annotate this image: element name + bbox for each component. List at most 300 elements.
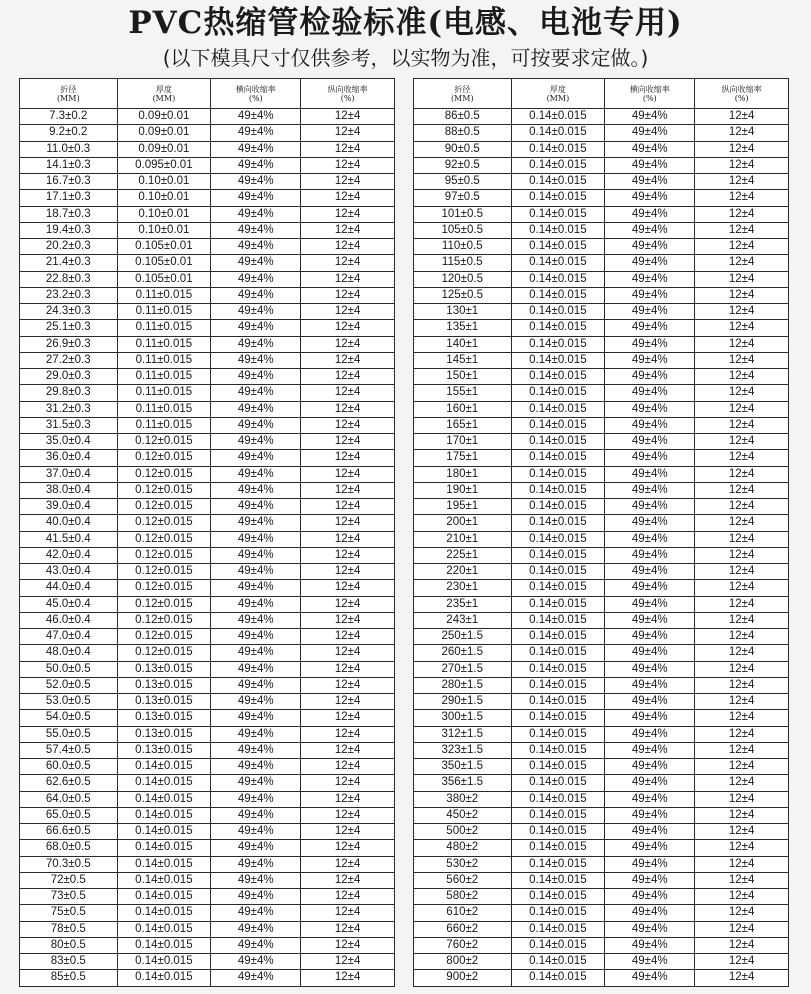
cell-thickness: 0.12±0.015 bbox=[117, 564, 211, 580]
cell-flat-width: 88±0.5 bbox=[414, 125, 512, 141]
cell-radial-shrink: 49±4% bbox=[605, 450, 695, 466]
cell-flat-width: 250±1.5 bbox=[414, 629, 512, 645]
cell-flat-width: 270±1.5 bbox=[414, 661, 512, 677]
cell-longitudinal-shrink: 12±4 bbox=[695, 694, 789, 710]
cell-thickness: 0.11±0.015 bbox=[117, 369, 211, 385]
cell-longitudinal-shrink: 12±4 bbox=[301, 109, 395, 125]
cell-longitudinal-shrink: 12±4 bbox=[301, 206, 395, 222]
cell-flat-width: 190±1 bbox=[414, 482, 512, 498]
cell-radial-shrink: 49±4% bbox=[211, 239, 301, 255]
cell-radial-shrink: 49±4% bbox=[605, 222, 695, 238]
cell-radial-shrink: 49±4% bbox=[605, 661, 695, 677]
cell-radial-shrink: 49±4% bbox=[211, 775, 301, 791]
cell-thickness: 0.14±0.015 bbox=[511, 352, 605, 368]
cell-radial-shrink: 49±4% bbox=[605, 255, 695, 271]
cell-radial-shrink: 49±4% bbox=[605, 320, 695, 336]
table-row bbox=[414, 450, 789, 466]
cell-longitudinal-shrink: 12±4 bbox=[301, 190, 395, 206]
cell-longitudinal-shrink: 12±4 bbox=[301, 531, 395, 547]
table-row bbox=[414, 856, 789, 872]
table-row bbox=[20, 970, 395, 986]
cell-flat-width: 41.5±0.4 bbox=[20, 531, 118, 547]
table-row bbox=[20, 515, 395, 531]
cell-longitudinal-shrink: 12±4 bbox=[695, 450, 789, 466]
header-unit: (MM) bbox=[56, 93, 80, 103]
cell-flat-width: 760±2 bbox=[414, 937, 512, 953]
cell-longitudinal-shrink: 12±4 bbox=[695, 547, 789, 563]
cell-radial-shrink: 49±4% bbox=[211, 304, 301, 320]
cell-thickness: 0.13±0.015 bbox=[117, 694, 211, 710]
table-row bbox=[414, 612, 789, 628]
cell-thickness: 0.14±0.015 bbox=[117, 807, 211, 823]
cell-flat-width: 16.7±0.3 bbox=[20, 174, 118, 190]
cell-longitudinal-shrink: 12±4 bbox=[695, 320, 789, 336]
cell-flat-width: 83±0.5 bbox=[20, 954, 118, 970]
cell-flat-width: 68.0±0.5 bbox=[20, 840, 118, 856]
cell-longitudinal-shrink: 12±4 bbox=[695, 417, 789, 433]
cell-flat-width: 9.2±0.2 bbox=[20, 125, 118, 141]
cell-longitudinal-shrink: 12±4 bbox=[301, 645, 395, 661]
header-unit: (%) bbox=[340, 93, 355, 103]
cell-longitudinal-shrink: 12±4 bbox=[695, 629, 789, 645]
cell-thickness: 0.14±0.015 bbox=[511, 141, 605, 157]
cell-longitudinal-shrink: 12±4 bbox=[301, 401, 395, 417]
header-label: 纵向收缩率 bbox=[327, 84, 368, 94]
cell-thickness: 0.12±0.015 bbox=[117, 450, 211, 466]
cell-longitudinal-shrink: 12±4 bbox=[301, 239, 395, 255]
cell-thickness: 0.14±0.015 bbox=[117, 759, 211, 775]
cell-radial-shrink: 49±4% bbox=[605, 515, 695, 531]
table-row bbox=[414, 580, 789, 596]
table-row bbox=[414, 385, 789, 401]
cell-flat-width: 480±2 bbox=[414, 840, 512, 856]
cell-longitudinal-shrink: 12±4 bbox=[301, 434, 395, 450]
table-row bbox=[20, 109, 395, 125]
cell-thickness: 0.12±0.015 bbox=[117, 629, 211, 645]
cell-longitudinal-shrink: 12±4 bbox=[695, 921, 789, 937]
cell-thickness: 0.12±0.015 bbox=[117, 580, 211, 596]
table-row bbox=[414, 515, 789, 531]
cell-thickness: 0.13±0.015 bbox=[117, 677, 211, 693]
cell-thickness: 0.11±0.015 bbox=[117, 320, 211, 336]
cell-radial-shrink: 49±4% bbox=[605, 385, 695, 401]
cell-radial-shrink: 49±4% bbox=[211, 921, 301, 937]
table-row bbox=[414, 564, 789, 580]
table-row bbox=[20, 710, 395, 726]
cell-longitudinal-shrink: 12±4 bbox=[301, 385, 395, 401]
header-label: 折径 bbox=[454, 84, 471, 94]
cell-radial-shrink: 49±4% bbox=[211, 596, 301, 612]
cell-longitudinal-shrink: 12±4 bbox=[301, 336, 395, 352]
cell-radial-shrink: 49±4% bbox=[605, 417, 695, 433]
cell-thickness: 0.14±0.015 bbox=[511, 109, 605, 125]
cell-radial-shrink: 49±4% bbox=[211, 759, 301, 775]
cell-thickness: 0.14±0.015 bbox=[511, 726, 605, 742]
cell-radial-shrink: 49±4% bbox=[605, 369, 695, 385]
cell-flat-width: 72±0.5 bbox=[20, 872, 118, 888]
cell-longitudinal-shrink: 12±4 bbox=[695, 466, 789, 482]
cell-thickness: 0.12±0.015 bbox=[117, 547, 211, 563]
table-row bbox=[20, 222, 395, 238]
cell-radial-shrink: 49±4% bbox=[211, 336, 301, 352]
cell-radial-shrink: 49±4% bbox=[211, 645, 301, 661]
cell-flat-width: 27.2±0.3 bbox=[20, 352, 118, 368]
cell-longitudinal-shrink: 12±4 bbox=[695, 385, 789, 401]
cell-thickness: 0.14±0.015 bbox=[511, 612, 605, 628]
header-unit: (MM) bbox=[546, 93, 570, 103]
cell-radial-shrink: 49±4% bbox=[211, 482, 301, 498]
table-row bbox=[20, 531, 395, 547]
cell-longitudinal-shrink: 12±4 bbox=[695, 872, 789, 888]
cell-longitudinal-shrink: 12±4 bbox=[695, 206, 789, 222]
cell-flat-width: 225±1 bbox=[414, 547, 512, 563]
header-label: 纵向收缩率 bbox=[721, 84, 762, 94]
cell-radial-shrink: 49±4% bbox=[211, 141, 301, 157]
cell-longitudinal-shrink: 12±4 bbox=[301, 255, 395, 271]
cell-radial-shrink: 49±4% bbox=[211, 287, 301, 303]
cell-flat-width: 165±1 bbox=[414, 417, 512, 433]
table-row bbox=[20, 645, 395, 661]
table-row bbox=[20, 287, 395, 303]
cell-longitudinal-shrink: 12±4 bbox=[301, 807, 395, 823]
cell-thickness: 0.12±0.015 bbox=[117, 596, 211, 612]
cell-thickness: 0.14±0.015 bbox=[511, 336, 605, 352]
cell-radial-shrink: 49±4% bbox=[605, 190, 695, 206]
cell-longitudinal-shrink: 12±4 bbox=[301, 547, 395, 563]
table-row bbox=[414, 645, 789, 661]
table-body-right bbox=[414, 109, 789, 987]
cell-thickness: 0.14±0.015 bbox=[511, 807, 605, 823]
cell-thickness: 0.11±0.015 bbox=[117, 401, 211, 417]
cell-radial-shrink: 49±4% bbox=[605, 937, 695, 953]
header-flat-width bbox=[414, 79, 512, 109]
cell-flat-width: 195±1 bbox=[414, 499, 512, 515]
cell-flat-width: 200±1 bbox=[414, 515, 512, 531]
cell-thickness: 0.13±0.015 bbox=[117, 742, 211, 758]
cell-flat-width: 62.6±0.5 bbox=[20, 775, 118, 791]
cell-thickness: 0.14±0.015 bbox=[117, 937, 211, 953]
cell-flat-width: 31.2±0.3 bbox=[20, 401, 118, 417]
cell-radial-shrink: 49±4% bbox=[211, 872, 301, 888]
cell-radial-shrink: 49±4% bbox=[211, 434, 301, 450]
cell-radial-shrink: 49±4% bbox=[211, 564, 301, 580]
table-row bbox=[20, 141, 395, 157]
cell-radial-shrink: 49±4% bbox=[605, 840, 695, 856]
spec-table-right bbox=[413, 78, 789, 987]
cell-thickness: 0.14±0.015 bbox=[117, 954, 211, 970]
header-thickness bbox=[511, 79, 605, 109]
cell-flat-width: 7.3±0.2 bbox=[20, 109, 118, 125]
cell-radial-shrink: 49±4% bbox=[605, 401, 695, 417]
cell-flat-width: 90±0.5 bbox=[414, 141, 512, 157]
cell-longitudinal-shrink: 12±4 bbox=[301, 482, 395, 498]
header-unit: (%) bbox=[734, 93, 749, 103]
cell-longitudinal-shrink: 12±4 bbox=[301, 352, 395, 368]
cell-radial-shrink: 49±4% bbox=[605, 954, 695, 970]
table-row bbox=[20, 125, 395, 141]
table-row bbox=[20, 596, 395, 612]
cell-radial-shrink: 49±4% bbox=[211, 109, 301, 125]
cell-longitudinal-shrink: 12±4 bbox=[695, 905, 789, 921]
cell-radial-shrink: 49±4% bbox=[211, 856, 301, 872]
table-row bbox=[20, 564, 395, 580]
table-row bbox=[414, 921, 789, 937]
cell-radial-shrink: 49±4% bbox=[605, 726, 695, 742]
cell-flat-width: 54.0±0.5 bbox=[20, 710, 118, 726]
table-row bbox=[414, 661, 789, 677]
cell-flat-width: 47.0±0.4 bbox=[20, 629, 118, 645]
cell-thickness: 0.09±0.01 bbox=[117, 141, 211, 157]
table-row bbox=[414, 742, 789, 758]
cell-flat-width: 560±2 bbox=[414, 872, 512, 888]
cell-radial-shrink: 49±4% bbox=[211, 970, 301, 986]
cell-radial-shrink: 49±4% bbox=[211, 271, 301, 287]
cell-longitudinal-shrink: 12±4 bbox=[695, 742, 789, 758]
cell-radial-shrink: 49±4% bbox=[211, 547, 301, 563]
cell-longitudinal-shrink: 12±4 bbox=[695, 434, 789, 450]
table-row bbox=[20, 824, 395, 840]
cell-flat-width: 150±1 bbox=[414, 369, 512, 385]
cell-radial-shrink: 49±4% bbox=[211, 629, 301, 645]
cell-radial-shrink: 49±4% bbox=[211, 385, 301, 401]
table-row bbox=[20, 661, 395, 677]
cell-thickness: 0.14±0.015 bbox=[511, 564, 605, 580]
cell-thickness: 0.14±0.015 bbox=[117, 889, 211, 905]
cell-flat-width: 580±2 bbox=[414, 889, 512, 905]
cell-longitudinal-shrink: 12±4 bbox=[695, 125, 789, 141]
header-label: 横向收缩率 bbox=[629, 84, 670, 94]
table-row bbox=[414, 190, 789, 206]
cell-thickness: 0.14±0.015 bbox=[511, 515, 605, 531]
cell-radial-shrink: 49±4% bbox=[605, 499, 695, 515]
header-longitudinal-shrink bbox=[695, 79, 789, 109]
cell-thickness: 0.14±0.015 bbox=[511, 531, 605, 547]
cell-longitudinal-shrink: 12±4 bbox=[301, 564, 395, 580]
cell-flat-width: 280±1.5 bbox=[414, 677, 512, 693]
cell-longitudinal-shrink: 12±4 bbox=[301, 840, 395, 856]
cell-radial-shrink: 49±4% bbox=[605, 157, 695, 173]
cell-longitudinal-shrink: 12±4 bbox=[695, 222, 789, 238]
cell-flat-width: 78±0.5 bbox=[20, 921, 118, 937]
cell-radial-shrink: 49±4% bbox=[211, 694, 301, 710]
cell-flat-width: 64.0±0.5 bbox=[20, 791, 118, 807]
table-row bbox=[414, 401, 789, 417]
cell-flat-width: 220±1 bbox=[414, 564, 512, 580]
cell-thickness: 0.12±0.015 bbox=[117, 645, 211, 661]
cell-thickness: 0.14±0.015 bbox=[117, 872, 211, 888]
table-row bbox=[20, 840, 395, 856]
cell-thickness: 0.14±0.015 bbox=[511, 466, 605, 482]
cell-thickness: 0.14±0.015 bbox=[511, 125, 605, 141]
cell-radial-shrink: 49±4% bbox=[211, 417, 301, 433]
cell-longitudinal-shrink: 12±4 bbox=[695, 840, 789, 856]
table-row bbox=[414, 336, 789, 352]
cell-radial-shrink: 49±4% bbox=[605, 791, 695, 807]
table-row bbox=[20, 450, 395, 466]
cell-longitudinal-shrink: 12±4 bbox=[695, 531, 789, 547]
cell-radial-shrink: 49±4% bbox=[605, 645, 695, 661]
cell-radial-shrink: 49±4% bbox=[211, 742, 301, 758]
header-label: 厚度 bbox=[549, 84, 566, 94]
table-row bbox=[20, 759, 395, 775]
cell-radial-shrink: 49±4% bbox=[211, 515, 301, 531]
cell-flat-width: 18.7±0.3 bbox=[20, 206, 118, 222]
cell-thickness: 0.14±0.015 bbox=[511, 775, 605, 791]
cell-thickness: 0.14±0.015 bbox=[511, 385, 605, 401]
cell-radial-shrink: 49±4% bbox=[211, 937, 301, 953]
table-header-row bbox=[20, 79, 395, 109]
cell-thickness: 0.12±0.015 bbox=[117, 612, 211, 628]
cell-flat-width: 210±1 bbox=[414, 531, 512, 547]
cell-radial-shrink: 49±4% bbox=[211, 157, 301, 173]
cell-flat-width: 52.0±0.5 bbox=[20, 677, 118, 693]
cell-radial-shrink: 49±4% bbox=[605, 531, 695, 547]
cell-radial-shrink: 49±4% bbox=[211, 352, 301, 368]
table-row bbox=[20, 157, 395, 173]
cell-radial-shrink: 49±4% bbox=[605, 921, 695, 937]
cell-thickness: 0.14±0.015 bbox=[117, 921, 211, 937]
cell-thickness: 0.14±0.015 bbox=[117, 970, 211, 986]
cell-radial-shrink: 49±4% bbox=[605, 759, 695, 775]
cell-longitudinal-shrink: 12±4 bbox=[695, 482, 789, 498]
cell-radial-shrink: 49±4% bbox=[605, 710, 695, 726]
cell-flat-width: 46.0±0.4 bbox=[20, 612, 118, 628]
table-row bbox=[20, 336, 395, 352]
cell-radial-shrink: 49±4% bbox=[605, 352, 695, 368]
table-row bbox=[20, 401, 395, 417]
cell-longitudinal-shrink: 12±4 bbox=[695, 239, 789, 255]
cell-thickness: 0.14±0.015 bbox=[511, 401, 605, 417]
cell-flat-width: 660±2 bbox=[414, 921, 512, 937]
cell-longitudinal-shrink: 12±4 bbox=[301, 287, 395, 303]
cell-thickness: 0.14±0.015 bbox=[117, 791, 211, 807]
table-row bbox=[414, 271, 789, 287]
header-unit: (%) bbox=[642, 93, 657, 103]
cell-radial-shrink: 49±4% bbox=[211, 954, 301, 970]
cell-thickness: 0.14±0.015 bbox=[511, 434, 605, 450]
table-row bbox=[20, 417, 395, 433]
cell-flat-width: 140±1 bbox=[414, 336, 512, 352]
cell-radial-shrink: 49±4% bbox=[211, 905, 301, 921]
table-row bbox=[414, 937, 789, 953]
table-row bbox=[20, 889, 395, 905]
cell-radial-shrink: 49±4% bbox=[605, 206, 695, 222]
cell-flat-width: 95±0.5 bbox=[414, 174, 512, 190]
cell-longitudinal-shrink: 12±4 bbox=[695, 580, 789, 596]
cell-flat-width: 86±0.5 bbox=[414, 109, 512, 125]
cell-radial-shrink: 49±4% bbox=[605, 856, 695, 872]
cell-flat-width: 57.4±0.5 bbox=[20, 742, 118, 758]
cell-thickness: 0.10±0.01 bbox=[117, 206, 211, 222]
cell-thickness: 0.14±0.015 bbox=[511, 271, 605, 287]
cell-flat-width: 75±0.5 bbox=[20, 905, 118, 921]
cell-longitudinal-shrink: 12±4 bbox=[695, 759, 789, 775]
table-row bbox=[20, 547, 395, 563]
cell-flat-width: 290±1.5 bbox=[414, 694, 512, 710]
cell-thickness: 0.13±0.015 bbox=[117, 710, 211, 726]
header-radial-shrink bbox=[211, 79, 301, 109]
cell-flat-width: 26.9±0.3 bbox=[20, 336, 118, 352]
cell-radial-shrink: 49±4% bbox=[605, 872, 695, 888]
table-header-row bbox=[414, 79, 789, 109]
cell-longitudinal-shrink: 12±4 bbox=[695, 889, 789, 905]
cell-thickness: 0.14±0.015 bbox=[511, 482, 605, 498]
cell-radial-shrink: 49±4% bbox=[605, 125, 695, 141]
table-row bbox=[20, 937, 395, 953]
cell-radial-shrink: 49±4% bbox=[211, 807, 301, 823]
cell-longitudinal-shrink: 12±4 bbox=[695, 807, 789, 823]
cell-thickness: 0.10±0.01 bbox=[117, 174, 211, 190]
cell-thickness: 0.14±0.015 bbox=[117, 840, 211, 856]
cell-longitudinal-shrink: 12±4 bbox=[301, 937, 395, 953]
cell-longitudinal-shrink: 12±4 bbox=[695, 255, 789, 271]
table-row bbox=[414, 710, 789, 726]
cell-thickness: 0.14±0.015 bbox=[117, 775, 211, 791]
table-row bbox=[20, 807, 395, 823]
cell-longitudinal-shrink: 12±4 bbox=[301, 661, 395, 677]
cell-thickness: 0.14±0.015 bbox=[511, 222, 605, 238]
cell-longitudinal-shrink: 12±4 bbox=[301, 710, 395, 726]
cell-thickness: 0.11±0.015 bbox=[117, 385, 211, 401]
cell-flat-width: 130±1 bbox=[414, 304, 512, 320]
cell-thickness: 0.14±0.015 bbox=[511, 921, 605, 937]
cell-longitudinal-shrink: 12±4 bbox=[695, 174, 789, 190]
cell-flat-width: 450±2 bbox=[414, 807, 512, 823]
cell-longitudinal-shrink: 12±4 bbox=[695, 824, 789, 840]
table-row bbox=[414, 970, 789, 986]
cell-thickness: 0.105±0.01 bbox=[117, 271, 211, 287]
cell-flat-width: 260±1.5 bbox=[414, 645, 512, 661]
table-row bbox=[414, 466, 789, 482]
table-row bbox=[20, 629, 395, 645]
cell-thickness: 0.095±0.01 bbox=[117, 157, 211, 173]
cell-longitudinal-shrink: 12±4 bbox=[695, 190, 789, 206]
cell-radial-shrink: 49±4% bbox=[605, 564, 695, 580]
header-unit: (%) bbox=[248, 93, 263, 103]
table-row bbox=[414, 352, 789, 368]
cell-thickness: 0.14±0.015 bbox=[511, 905, 605, 921]
cell-longitudinal-shrink: 12±4 bbox=[695, 954, 789, 970]
cell-thickness: 0.14±0.015 bbox=[511, 287, 605, 303]
cell-thickness: 0.14±0.015 bbox=[511, 580, 605, 596]
table-row bbox=[414, 482, 789, 498]
cell-longitudinal-shrink: 12±4 bbox=[301, 596, 395, 612]
cell-thickness: 0.105±0.01 bbox=[117, 239, 211, 255]
cell-flat-width: 66.6±0.5 bbox=[20, 824, 118, 840]
cell-longitudinal-shrink: 12±4 bbox=[695, 271, 789, 287]
cell-flat-width: 900±2 bbox=[414, 970, 512, 986]
cell-flat-width: 20.2±0.3 bbox=[20, 239, 118, 255]
table-row bbox=[414, 531, 789, 547]
table-row bbox=[20, 872, 395, 888]
table-row bbox=[20, 856, 395, 872]
cell-flat-width: 22.8±0.3 bbox=[20, 271, 118, 287]
cell-flat-width: 380±2 bbox=[414, 791, 512, 807]
cell-flat-width: 21.4±0.3 bbox=[20, 255, 118, 271]
table-row bbox=[414, 287, 789, 303]
cell-flat-width: 175±1 bbox=[414, 450, 512, 466]
header-radial-shrink bbox=[605, 79, 695, 109]
cell-longitudinal-shrink: 12±4 bbox=[695, 645, 789, 661]
cell-thickness: 0.14±0.015 bbox=[511, 937, 605, 953]
cell-radial-shrink: 49±4% bbox=[211, 580, 301, 596]
cell-thickness: 0.14±0.015 bbox=[511, 954, 605, 970]
cell-longitudinal-shrink: 12±4 bbox=[695, 352, 789, 368]
table-row bbox=[414, 125, 789, 141]
cell-longitudinal-shrink: 12±4 bbox=[695, 937, 789, 953]
cell-thickness: 0.12±0.015 bbox=[117, 466, 211, 482]
cell-longitudinal-shrink: 12±4 bbox=[301, 970, 395, 986]
